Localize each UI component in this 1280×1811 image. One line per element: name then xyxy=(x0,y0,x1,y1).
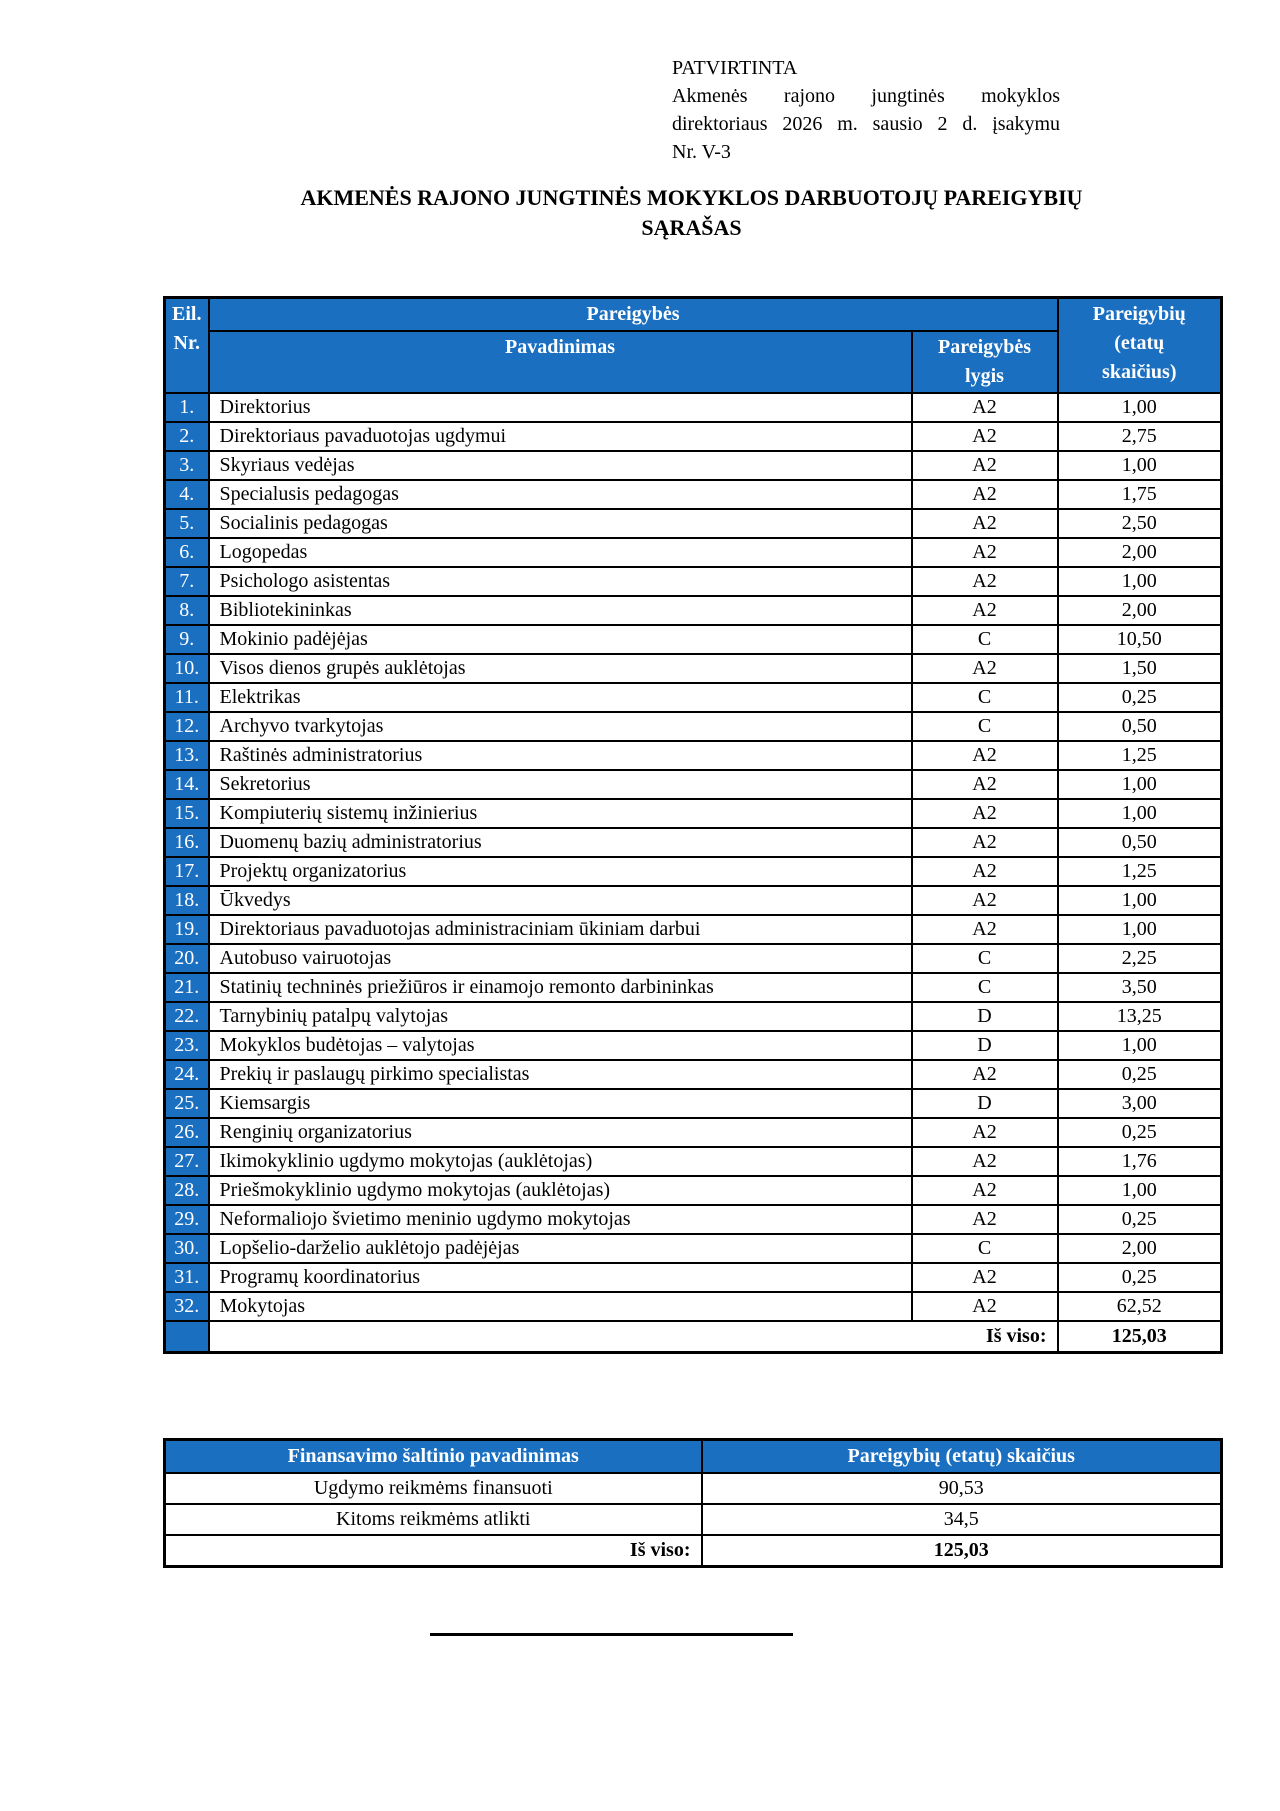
document-title xyxy=(163,183,1220,243)
position-level-cell: A2 xyxy=(912,451,1058,480)
table-row xyxy=(165,451,1222,480)
table-row xyxy=(165,1031,1222,1060)
table-row xyxy=(165,654,1222,683)
header-eil-nr xyxy=(165,298,209,394)
position-name-cell: Psichologo asistentas xyxy=(209,567,912,596)
position-name-cell: Logopedas xyxy=(209,538,912,567)
table-row xyxy=(165,1263,1222,1292)
row-number-cell: 5. xyxy=(165,509,209,538)
position-level-cell: A2 xyxy=(912,741,1058,770)
row-number-cell: 28. xyxy=(165,1176,209,1205)
position-count-cell: 1,00 xyxy=(1058,770,1222,799)
position-count-cell: 0,50 xyxy=(1058,828,1222,857)
table-row xyxy=(165,857,1222,886)
position-level-cell: D xyxy=(912,1089,1058,1118)
header-pareigybes-group: Pareigybės xyxy=(209,298,1058,332)
position-name-cell: Ūkvedys xyxy=(209,886,912,915)
table-row xyxy=(165,1234,1222,1263)
row-number-cell: 21. xyxy=(165,973,209,1002)
position-count-cell: 1,00 xyxy=(1058,886,1222,915)
position-level-cell: A2 xyxy=(912,654,1058,683)
table-row xyxy=(165,799,1222,828)
row-number-cell: 18. xyxy=(165,886,209,915)
table-row xyxy=(165,1089,1222,1118)
position-name-cell: Specialusis pedagogas xyxy=(209,480,912,509)
position-count-cell: 0,25 xyxy=(1058,1263,1222,1292)
position-name-cell: Skyriaus vedėjas xyxy=(209,451,912,480)
table-row xyxy=(165,422,1222,451)
position-name-cell: Tarnybinių patalpų valytojas xyxy=(209,1002,912,1031)
position-name-cell: Programų koordinatorius xyxy=(209,1263,912,1292)
row-number-cell: 19. xyxy=(165,915,209,944)
position-level-cell: A2 xyxy=(912,915,1058,944)
signature-line xyxy=(430,1633,793,1636)
position-level-cell: A2 xyxy=(912,1292,1058,1321)
position-count-cell: 62,52 xyxy=(1058,1292,1222,1321)
position-name-cell: Sekretorius xyxy=(209,770,912,799)
position-level-cell: A2 xyxy=(912,770,1058,799)
table-row xyxy=(165,1473,1222,1504)
position-name-cell: Bibliotekininkas xyxy=(209,596,912,625)
table-row xyxy=(165,1118,1222,1147)
row-number-cell: 11. xyxy=(165,683,209,712)
position-level-cell: A2 xyxy=(912,1176,1058,1205)
position-level-cell: A2 xyxy=(912,828,1058,857)
table-row xyxy=(165,944,1222,973)
funding-count-cell: 34,5 xyxy=(702,1504,1222,1535)
row-number-cell: 26. xyxy=(165,1118,209,1147)
row-number-cell: 15. xyxy=(165,799,209,828)
position-level-cell: A2 xyxy=(912,1118,1058,1147)
table-row xyxy=(165,1205,1222,1234)
positions-total-label: Iš viso: xyxy=(209,1321,1058,1353)
position-name-cell: Priešmokyklinio ugdymo mokytojas (auklėtojas) xyxy=(209,1176,912,1205)
funding-source-cell: Ugdymo reikmėms finansuoti xyxy=(165,1473,702,1504)
position-name-cell: Projektų organizatorius xyxy=(209,857,912,886)
position-count-cell: 1,00 xyxy=(1058,1031,1222,1060)
position-level-cell: A2 xyxy=(912,422,1058,451)
table-row xyxy=(165,1060,1222,1089)
funding-header-source: Finansavimo šaltinio pavadinimas xyxy=(165,1440,702,1474)
position-count-cell: 1,00 xyxy=(1058,1176,1222,1205)
position-count-cell: 1,00 xyxy=(1058,451,1222,480)
row-number-cell: 17. xyxy=(165,857,209,886)
position-level-cell: D xyxy=(912,1002,1058,1031)
position-name-cell: Mokinio padėjėjas xyxy=(209,625,912,654)
position-count-cell: 1,00 xyxy=(1058,567,1222,596)
row-number-cell: 1. xyxy=(165,393,209,422)
position-level-cell: A2 xyxy=(912,1205,1058,1234)
header-etatu-skaicius: Pareigybių (etatų skaičius) xyxy=(1058,298,1222,394)
funding-total-value: 125,03 xyxy=(702,1535,1222,1567)
table-row xyxy=(165,480,1222,509)
position-level-cell: C xyxy=(912,1234,1058,1263)
position-name-cell: Kiemsargis xyxy=(209,1089,912,1118)
table-row xyxy=(165,596,1222,625)
position-count-cell: 1,00 xyxy=(1058,799,1222,828)
approval-line: PATVIRTINTA xyxy=(672,57,798,79)
position-count-cell: 13,25 xyxy=(1058,1002,1222,1031)
row-number-cell: 6. xyxy=(165,538,209,567)
row-number-cell: 29. xyxy=(165,1205,209,1234)
funding-total-row xyxy=(165,1535,1222,1567)
position-count-cell: 3,00 xyxy=(1058,1089,1222,1118)
position-count-cell: 2,50 xyxy=(1058,509,1222,538)
position-count-cell: 0,25 xyxy=(1058,1205,1222,1234)
table-row xyxy=(165,915,1222,944)
document-title-line1: AKMENĖS RAJONO JUNGTINĖS MOKYKLOS DARBUOTOJŲ PAREIGYBIŲ xyxy=(300,185,1083,210)
position-count-cell: 1,75 xyxy=(1058,480,1222,509)
row-number-cell: 20. xyxy=(165,944,209,973)
position-count-cell: 1,25 xyxy=(1058,857,1222,886)
position-count-cell: 2,00 xyxy=(1058,1234,1222,1263)
position-count-cell: 1,00 xyxy=(1058,915,1222,944)
position-name-cell: Direktorius xyxy=(209,393,912,422)
position-count-cell: 2,00 xyxy=(1058,596,1222,625)
positions-total-value: 125,03 xyxy=(1058,1321,1222,1353)
row-number-cell: 23. xyxy=(165,1031,209,1060)
position-count-cell: 1,50 xyxy=(1058,654,1222,683)
table-row xyxy=(165,1002,1222,1031)
position-name-cell: Raštinės administratorius xyxy=(209,741,912,770)
position-count-cell: 2,75 xyxy=(1058,422,1222,451)
position-level-cell: A2 xyxy=(912,1263,1058,1292)
table-row xyxy=(165,1292,1222,1321)
row-number-cell: 32. xyxy=(165,1292,209,1321)
position-level-cell: C xyxy=(912,625,1058,654)
position-count-cell: 2,25 xyxy=(1058,944,1222,973)
funding-table xyxy=(163,1438,1223,1568)
row-number-cell: 22. xyxy=(165,1002,209,1031)
position-level-cell: A2 xyxy=(912,799,1058,828)
row-number-cell: 30. xyxy=(165,1234,209,1263)
position-name-cell: Prekių ir paslaugų pirkimo specialistas xyxy=(209,1060,912,1089)
table-row xyxy=(165,973,1222,1002)
header-pareigybes-lygis: Pareigybės lygis xyxy=(912,331,1058,393)
header-pavadinimas: Pavadinimas xyxy=(209,331,912,393)
table-row xyxy=(165,1147,1222,1176)
position-level-cell: A2 xyxy=(912,393,1058,422)
position-name-cell: Ikimokyklinio ugdymo mokytojas (auklėtojas) xyxy=(209,1147,912,1176)
position-level-cell: D xyxy=(912,1031,1058,1060)
row-number-cell: 3. xyxy=(165,451,209,480)
row-number-cell: 16. xyxy=(165,828,209,857)
total-row-number-cell xyxy=(165,1321,209,1353)
position-level-cell: A2 xyxy=(912,538,1058,567)
position-name-cell: Direktoriaus pavaduotojas administraciniam ūkiniam darbui xyxy=(209,915,912,944)
position-name-cell: Archyvo tvarkytojas xyxy=(209,712,912,741)
position-name-cell: Mokytojas xyxy=(209,1292,912,1321)
table-row xyxy=(165,567,1222,596)
row-number-cell: 12. xyxy=(165,712,209,741)
row-number-cell: 9. xyxy=(165,625,209,654)
position-count-cell: 1,76 xyxy=(1058,1147,1222,1176)
approval-block xyxy=(672,54,1060,166)
position-name-cell: Socialinis pedagogas xyxy=(209,509,912,538)
table-row xyxy=(165,741,1222,770)
position-level-cell: A2 xyxy=(912,1147,1058,1176)
table-row xyxy=(165,1504,1222,1535)
position-level-cell: C xyxy=(912,683,1058,712)
table-row xyxy=(165,538,1222,567)
position-count-cell: 1,25 xyxy=(1058,741,1222,770)
row-number-cell: 27. xyxy=(165,1147,209,1176)
position-count-cell: 0,25 xyxy=(1058,1060,1222,1089)
position-count-cell: 0,25 xyxy=(1058,1118,1222,1147)
document-title-line2: SĄRAŠAS xyxy=(641,215,742,240)
funding-total-label: Iš viso: xyxy=(165,1535,702,1567)
row-number-cell: 8. xyxy=(165,596,209,625)
approval-line: direktoriaus 2026 m. sausio 2 d. įsakymu xyxy=(672,113,1060,135)
position-name-cell: Statinių techninės priežiūros ir einamojo remonto darbininkas xyxy=(209,973,912,1002)
table-row xyxy=(165,828,1222,857)
position-level-cell: A2 xyxy=(912,509,1058,538)
position-name-cell: Autobuso vairuotojas xyxy=(209,944,912,973)
position-level-cell: A2 xyxy=(912,480,1058,509)
position-name-cell: Renginių organizatorius xyxy=(209,1118,912,1147)
row-number-cell: 4. xyxy=(165,480,209,509)
position-name-cell: Kompiuterių sistemų inžinierius xyxy=(209,799,912,828)
position-level-cell: A2 xyxy=(912,1060,1058,1089)
row-number-cell: 24. xyxy=(165,1060,209,1089)
position-count-cell: 2,00 xyxy=(1058,538,1222,567)
position-name-cell: Neformaliojo švietimo meninio ugdymo mokytojas xyxy=(209,1205,912,1234)
funding-source-cell: Kitoms reikmėms atlikti xyxy=(165,1504,702,1535)
row-number-cell: 13. xyxy=(165,741,209,770)
row-number-cell: 31. xyxy=(165,1263,209,1292)
position-count-cell: 0,50 xyxy=(1058,712,1222,741)
position-count-cell: 1,00 xyxy=(1058,393,1222,422)
row-number-cell: 7. xyxy=(165,567,209,596)
table-row xyxy=(165,770,1222,799)
position-level-cell: A2 xyxy=(912,596,1058,625)
position-level-cell: A2 xyxy=(912,857,1058,886)
row-number-cell: 2. xyxy=(165,422,209,451)
position-count-cell: 0,25 xyxy=(1058,683,1222,712)
table-row xyxy=(165,1176,1222,1205)
row-number-cell: 10. xyxy=(165,654,209,683)
header-nr: Nr. xyxy=(173,332,200,354)
position-name-cell: Lopšelio-darželio auklėtojo padėjėjas xyxy=(209,1234,912,1263)
position-level-cell: A2 xyxy=(912,886,1058,915)
table-row xyxy=(165,509,1222,538)
row-number-cell: 25. xyxy=(165,1089,209,1118)
position-name-cell: Duomenų bazių administratorius xyxy=(209,828,912,857)
table-row xyxy=(165,625,1222,654)
position-name-cell: Elektrikas xyxy=(209,683,912,712)
table-row xyxy=(165,683,1222,712)
position-level-cell: C xyxy=(912,944,1058,973)
position-count-cell: 10,50 xyxy=(1058,625,1222,654)
approval-line: Nr. V-3 xyxy=(672,141,731,163)
position-level-cell: C xyxy=(912,973,1058,1002)
header-eil: Eil. xyxy=(172,303,202,325)
funding-header-count: Pareigybių (etatų) skaičius xyxy=(702,1440,1222,1474)
position-level-cell: A2 xyxy=(912,567,1058,596)
position-level-cell: C xyxy=(912,712,1058,741)
position-name-cell: Visos dienos grupės auklėtojas xyxy=(209,654,912,683)
table-row xyxy=(165,712,1222,741)
position-name-cell: Direktoriaus pavaduotojas ugdymui xyxy=(209,422,912,451)
row-number-cell: 14. xyxy=(165,770,209,799)
table-row xyxy=(165,886,1222,915)
position-count-cell: 3,50 xyxy=(1058,973,1222,1002)
positions-total-row xyxy=(165,1321,1222,1353)
position-name-cell: Mokyklos budėtojas – valytojas xyxy=(209,1031,912,1060)
table-row xyxy=(165,393,1222,422)
positions-table xyxy=(163,296,1223,1354)
funding-count-cell: 90,53 xyxy=(702,1473,1222,1504)
approval-line: Akmenės rajono jungtinės mokyklos xyxy=(672,85,1060,107)
